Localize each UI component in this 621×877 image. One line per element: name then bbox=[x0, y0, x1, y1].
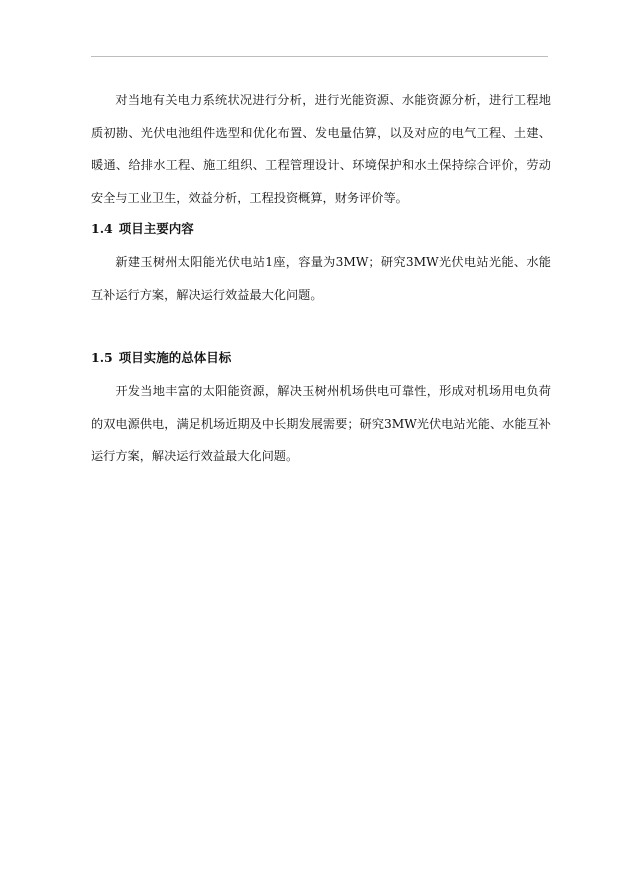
section-title-1-4: 项目主要内容 bbox=[118, 221, 194, 236]
section-heading-1-4 bbox=[91, 214, 551, 244]
section-heading-1-5 bbox=[91, 343, 551, 373]
section-paragraph-1-4: 新建玉树州太阳能光伏电站1座，容量为3MW；研究3MW光伏电站光能、水能互补运行方案，解决运行效益最大化问题。 bbox=[91, 255, 551, 302]
header-rule bbox=[91, 56, 548, 57]
section-number-1-5: 1.5 bbox=[91, 350, 113, 365]
section-number-1-4: 1.4 bbox=[91, 221, 113, 236]
section-title-1-5: 项目实施的总体目标 bbox=[118, 350, 232, 365]
section-paragraph-1-5: 开发当地丰富的太阳能资源，解决玉树州机场供电可靠性，形成对机场用电负荷的双电源供电，满足机场近期及中长期发展需要；研究3MW光伏电站光能、水能互补运行方案，解决运行效益最大化问题。 bbox=[91, 384, 551, 463]
document-body bbox=[91, 84, 551, 473]
intro-paragraph: 对当地有关电力系统状况进行分析，进行光能资源、水能资源分析，进行工程地质初勘、光伏电池组件选型和优化布置、发电量估算，以及对应的电气工程、土建、暖通、给排水工程、施工组织、工程管理设计、环境保护和水土保持综合评价，劳动安全与工业卫生，效益分析，工程投资概算，财务评价等。 bbox=[91, 93, 551, 205]
paragraph-gap bbox=[91, 311, 551, 343]
